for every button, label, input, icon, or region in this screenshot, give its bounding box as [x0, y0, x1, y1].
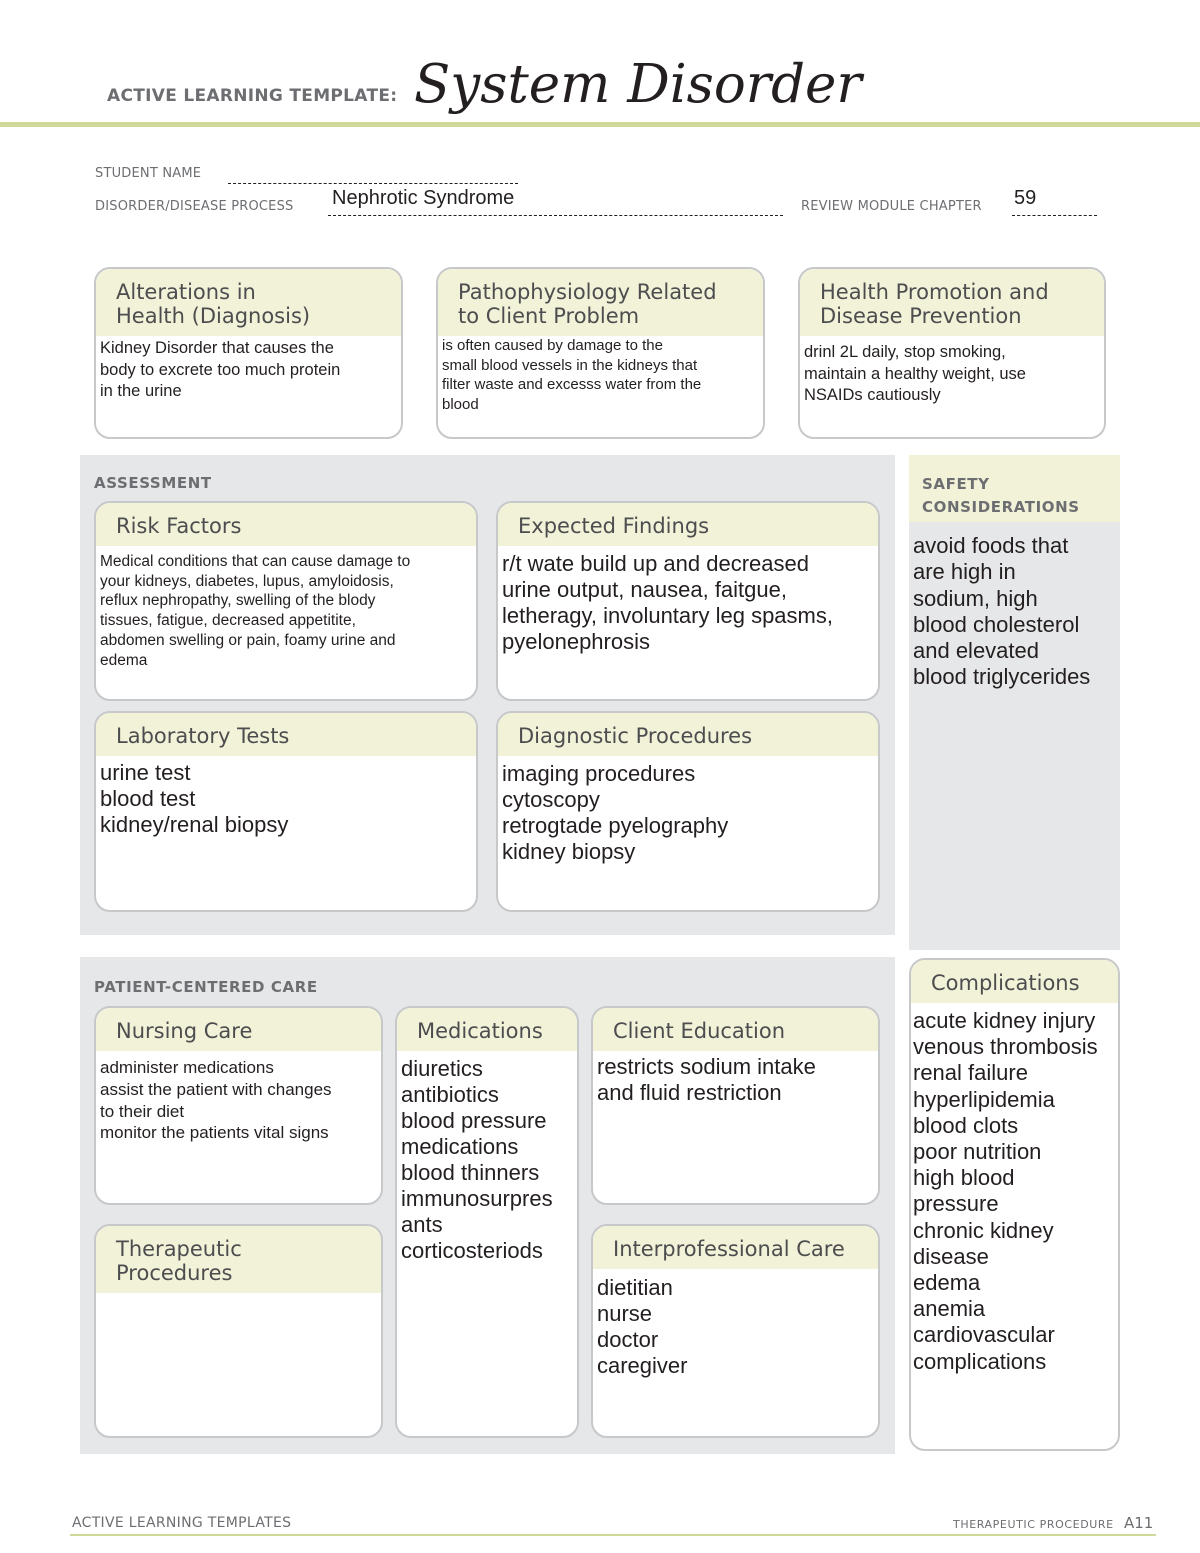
- nursing-care-title: Nursing Care: [96, 1008, 381, 1051]
- laboratory-tests-box: [94, 711, 478, 912]
- pathophysiology-title: Pathophysiology Related to Client Problem: [438, 269, 763, 336]
- nursing-care-box: [94, 1006, 383, 1205]
- therapeutic-procedures-title: Therapeutic Procedures: [96, 1226, 381, 1293]
- risk-factors-box: [94, 501, 478, 701]
- complications-box: [909, 958, 1120, 1451]
- alterations-in-health-content[interactable]: Kidney Disorder that causes the body to excrete too much protein in the urine: [100, 339, 341, 400]
- alterations-in-health-box: [94, 267, 403, 439]
- medications-box: [395, 1006, 579, 1438]
- assessment-heading: ASSESSMENT: [94, 474, 212, 492]
- interprofessional-care-box: [591, 1224, 880, 1438]
- diagnostic-procedures-title: Diagnostic Procedures: [498, 713, 878, 756]
- nursing-care-content[interactable]: administer medications assist the patient with changes to their diet monitor the patients vital signs: [100, 1058, 332, 1143]
- safety-heading: SAFETY CONSIDERATIONS: [922, 475, 1080, 516]
- expected-findings-box: [496, 501, 880, 701]
- safety-panel: [909, 455, 1120, 950]
- health-promotion-box: [798, 267, 1106, 439]
- pathophysiology-content[interactable]: is often caused by damage to the small blood vessels in the kidneys that filter waste and excesss water from the blood: [442, 337, 702, 413]
- disorder-field[interactable]: [328, 187, 783, 216]
- footer-left-label: ACTIVE LEARNING TEMPLATES: [72, 1515, 292, 1531]
- client-education-title: Client Education: [593, 1008, 878, 1051]
- chapter-value: 59: [1014, 187, 1037, 209]
- client-education-content[interactable]: restricts sodium intake and fluid restriction: [597, 1054, 816, 1105]
- safety-content[interactable]: avoid foods that are high in sodium, high blood cholesterol and elevated blood triglycerides: [913, 533, 1091, 690]
- client-education-box: [591, 1006, 880, 1205]
- laboratory-tests-content[interactable]: urine test blood test kidney/renal biopsy: [100, 760, 289, 837]
- footer-divider: [70, 1534, 1156, 1536]
- template-label: ACTIVE LEARNING TEMPLATE:: [107, 86, 398, 106]
- diagnostic-procedures-box: [496, 711, 880, 912]
- health-promotion-title: Health Promotion and Disease Prevention: [800, 269, 1104, 336]
- health-promotion-content[interactable]: drinl 2L daily, stop smoking, maintain a healthy weight, use NSAIDs cautiously: [804, 343, 1026, 404]
- complications-content[interactable]: acute kidney injury venous thrombosis renal failure hyperlipidemia blood clots poor nutrition high blood pressure chronic kidney disease edema anemia cardiovascular complications: [913, 1008, 1098, 1374]
- page-title: System Disorder: [414, 54, 862, 115]
- student-name-field[interactable]: [228, 168, 518, 184]
- disorder-label: DISORDER/DISEASE PROCESS: [95, 199, 294, 214]
- chapter-field[interactable]: [1012, 187, 1097, 216]
- footer-page-number: A11: [1124, 1514, 1154, 1532]
- medications-title: Medications: [397, 1008, 577, 1051]
- risk-factors-content[interactable]: Medical conditions that can cause damage to your kidneys, diabetes, lupus, amyloidosis, reflux nephropathy, swelling of the blody tissues, fatigue, decreased appetitite, abdomen swelling or pain, foamy urine and edema: [100, 553, 411, 669]
- expected-findings-title: Expected Findings: [498, 503, 878, 546]
- header-divider: [0, 122, 1200, 127]
- laboratory-tests-title: Laboratory Tests: [96, 713, 476, 756]
- medications-content[interactable]: diuretics antibiotics blood pressure medications blood thinners immunosurpres ants corticosteriods: [401, 1056, 553, 1263]
- therapeutic-procedures-box: [94, 1224, 383, 1438]
- risk-factors-title: Risk Factors: [96, 503, 476, 546]
- alterations-in-health-title: Alterations in Health (Diagnosis): [96, 269, 401, 336]
- therapeutic-procedures-content[interactable]: [96, 1293, 381, 1297]
- diagnostic-procedures-content[interactable]: imaging procedures cytoscopy retrogtade pyelography kidney biopsy: [502, 761, 729, 864]
- complications-title: Complications: [911, 960, 1118, 1003]
- student-name-label: STUDENT NAME: [95, 166, 202, 181]
- expected-findings-content[interactable]: r/t wate build up and decreased urine output, nausea, faitgue, letheragy, involuntary leg spasms, pyelonephrosis: [502, 551, 833, 654]
- pathophysiology-box: [436, 267, 765, 439]
- chapter-label: REVIEW MODULE CHAPTER: [801, 199, 982, 214]
- patient-care-heading: PATIENT-CENTERED CARE: [94, 978, 318, 996]
- footer-right-label: THERAPEUTIC PROCEDURE: [953, 1518, 1114, 1531]
- interprofessional-care-content[interactable]: dietitian nurse doctor caregiver: [597, 1275, 688, 1378]
- interprofessional-care-title: Interprofessional Care: [593, 1226, 878, 1269]
- disorder-value: Nephrotic Syndrome: [332, 187, 515, 209]
